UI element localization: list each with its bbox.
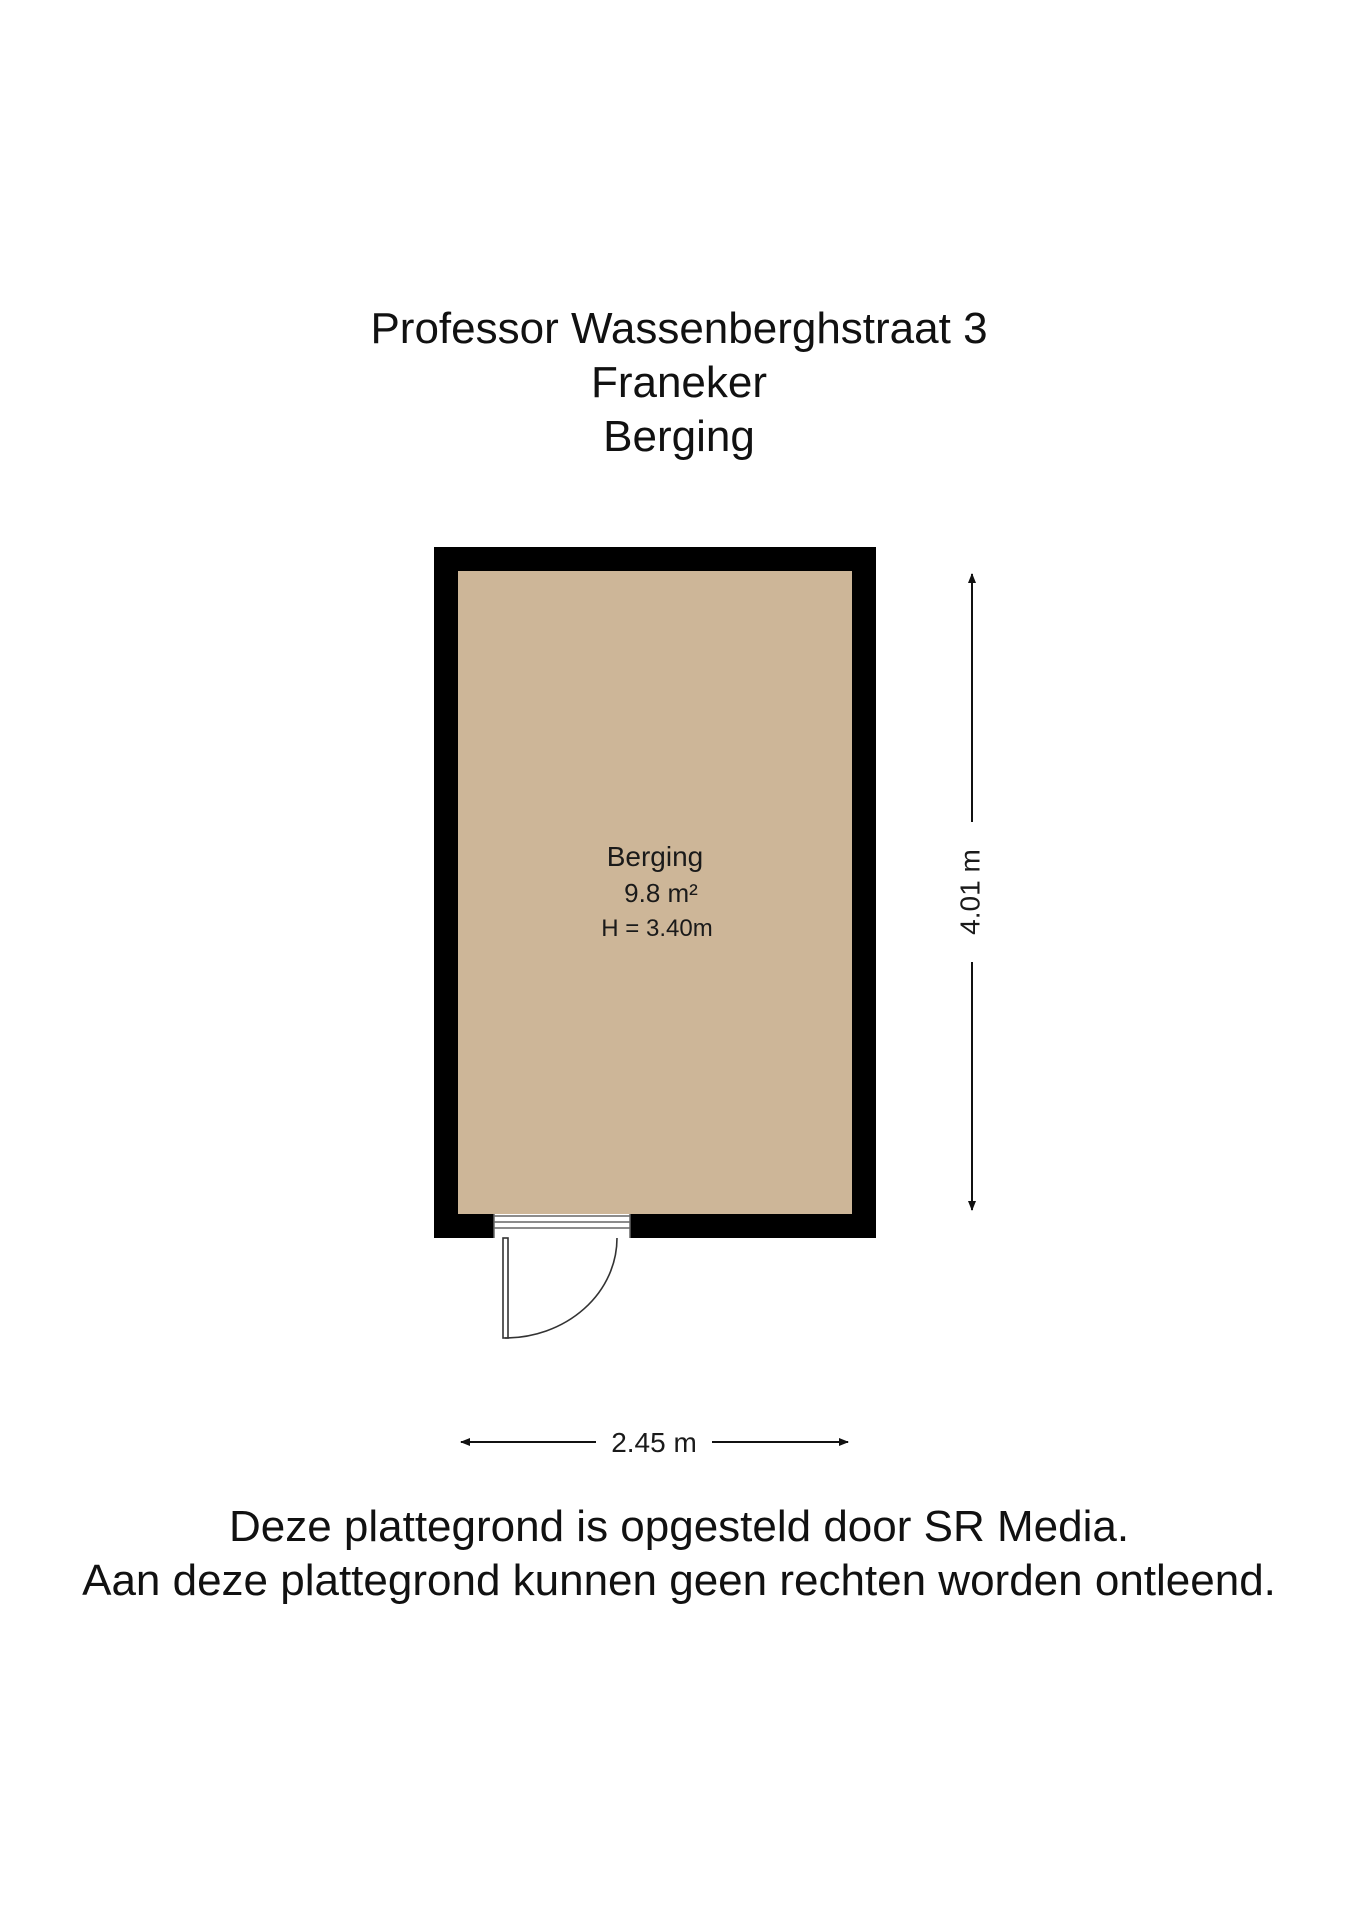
width-dimension-label: 2.45 m [611,1427,697,1458]
disclaimer-line-1: Deze plattegrond is opgesteld door SR Media. [228,1502,1130,1551]
disclaimer-line-2: Aan deze plattegrond kunnen geen rechten worden ontleend. [82,1556,1276,1605]
room-name-label: Berging [606,841,704,872]
room-area-label: 9.8 m² [624,878,698,908]
city-title: Franeker [590,358,768,407]
door-swing [503,1238,617,1338]
depth-dimension [954,574,985,1210]
floor-title: Berging [603,412,755,461]
disclaimer [0,1500,1358,1608]
door-opening [494,1214,630,1238]
room-height-label: H = 3.40m [601,915,713,942]
width-dimension [461,1427,848,1458]
address-title: Professor Wassenberghstraat 3 [370,304,988,353]
depth-dimension-label: 4.01 m [954,849,986,935]
